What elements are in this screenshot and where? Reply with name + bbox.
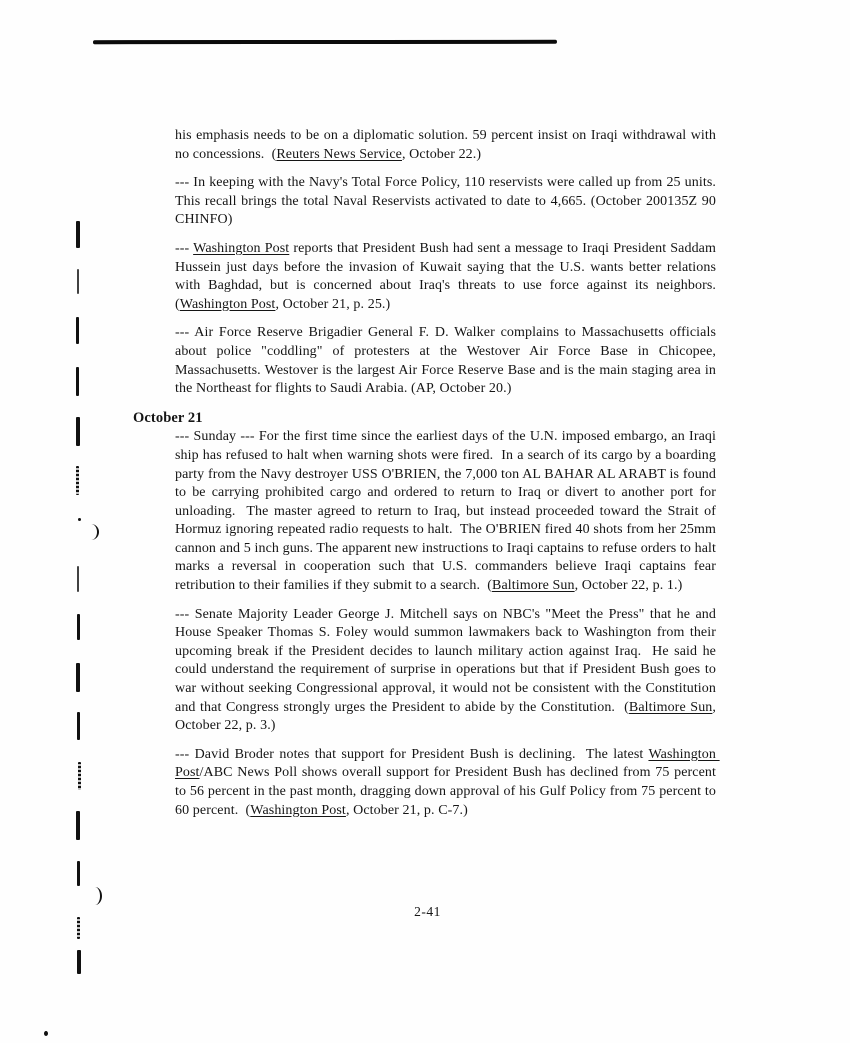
text-run: , October 22.) — [401, 146, 482, 162]
margin-artifact-curve — [88, 524, 99, 540]
margin-artifact-mark — [77, 917, 80, 939]
paragraph — [175, 240, 720, 314]
text-run: , October 22, p. 3.) — [175, 699, 720, 734]
page-number: 2-41 — [414, 904, 441, 919]
paragraph — [175, 324, 720, 398]
margin-artifact-mark — [76, 466, 79, 495]
margin-artifact-mark — [77, 269, 79, 294]
section-heading: October 21 — [133, 409, 203, 426]
underlined-source: Washington Post — [175, 746, 720, 781]
margin-artifact-mark — [78, 762, 81, 790]
underlined-source: Washington Post — [250, 802, 346, 818]
text-run: his emphasis needs to be on a diplomatic solution. 59 percent insist on Iraqi withdrawal with no concessions. ( — [175, 128, 720, 162]
paragraph — [175, 746, 720, 820]
text-run: --- — [175, 240, 194, 256]
margin-artifact-curve — [92, 887, 102, 905]
margin-artifact-mark — [77, 566, 79, 592]
paragraph — [175, 428, 720, 595]
text-run: reports that President Bush had sent a message to Iraqi President Saddam Hussein just days before the invasion of Kuwait saying that the U.S. wants better relations with Baghdad, but is concerned about Iraq's threats to use force against its neighbors. ( — [175, 240, 720, 312]
text-run: , October 21, p. 25.) — [275, 296, 391, 312]
margin-artifact-mark — [77, 950, 81, 974]
margin-artifact-mark — [76, 367, 79, 396]
top-rule — [93, 40, 557, 44]
underlined-source: Baltimore Sun — [628, 699, 713, 715]
paragraph — [175, 174, 724, 230]
text-run: --- David Broder notes that support for President Bush is declining. The latest — [175, 746, 649, 762]
underlined-source: Washington Post — [179, 296, 276, 312]
underlined-source: Reuters News Service — [276, 146, 402, 162]
text-run: --- Senate Majority Leader George J. Mitchell says on NBC's "Meet the Press" that he and House Speaker Thomas S. Foley would summon lawmakers back to Washington from their upcoming break if the President decides to launch military action against Iraq. He said he could understand the requirement of surprise in operations but that if President Bush goes to war without seeking Congressional approval, it would not be consistent with the Constitution and that Congress strongly urges the President to abide by the Constitution. ( — [175, 606, 720, 715]
margin-artifact-mark — [76, 663, 80, 692]
text-run: --- In keeping with the Navy's Total Force Policy, 110 reservists were called up from 25 units. This recall brings the total Naval Reservists activated to date to 4,665. (October 200135Z 90 CHINFO) — [175, 175, 724, 228]
underlined-source: Washington Post — [193, 240, 290, 256]
paragraph — [175, 606, 720, 736]
margin-artifact-mark — [76, 317, 79, 344]
text-run: /ABC News Poll shows overall support for President Bush has declined from 75 percent to 56 percent in the past month, dragging down approval of his Gulf Policy from 75 percent to 60 percent. ( — [175, 765, 720, 818]
margin-artifact-mark — [77, 712, 80, 740]
margin-artifact-mark — [76, 417, 80, 446]
underlined-source: Baltimore Sun — [492, 578, 575, 594]
text-run: , October 22, p. 1.) — [574, 578, 683, 594]
text-run: --- Air Force Reserve Brigadier General F. D. Walker complains to Massachusetts officials about police "coddling" of protesters at the Westover Air Force Base in Chicopee, Massachusetts. Westover is the largest Air Force Reserve Base and is the main staging area in the Northeast for flights to Saudi Arabia. (AP, October 20.) — [175, 325, 720, 397]
document-body — [133, 127, 724, 830]
text-run: , October 21, p. C-7.) — [345, 802, 468, 818]
margin-artifact-mark — [76, 811, 80, 840]
margin-artifact-mark — [77, 614, 80, 640]
paragraph — [175, 127, 720, 164]
margin-artifact-mark — [77, 861, 80, 886]
margin-artifact-dot — [78, 518, 81, 521]
margin-artifact-dot — [44, 1031, 48, 1036]
text-run: --- Sunday --- For the first time since the earliest days of the U.N. imposed embargo, an Iraqi ship has refused to halt when warning shots were fired. In a search of its cargo by a boarding party from the Navy destroyer USS O'BRIEN, the 7,000 ton AL BAHAR AL ARABT is found to be carrying prohibited cargo and ordered to return to Iraq or divert to another port for unloading. The master agreed to return to Iraq, but instead proceeded toward the Strait of Hormuz ignoring repeated radio requests to halt. The O'BRIEN fired 40 shots from her 25mm cannon and 5 inch guns. The apparent new instructions to Iraqi captains to refuse orders to halt marks a reversal in cooperation such that U.S. commanders believe Iraqi captains fear retribution to their families if they submit to a search. ( — [175, 429, 720, 594]
margin-artifact-mark — [76, 221, 80, 248]
